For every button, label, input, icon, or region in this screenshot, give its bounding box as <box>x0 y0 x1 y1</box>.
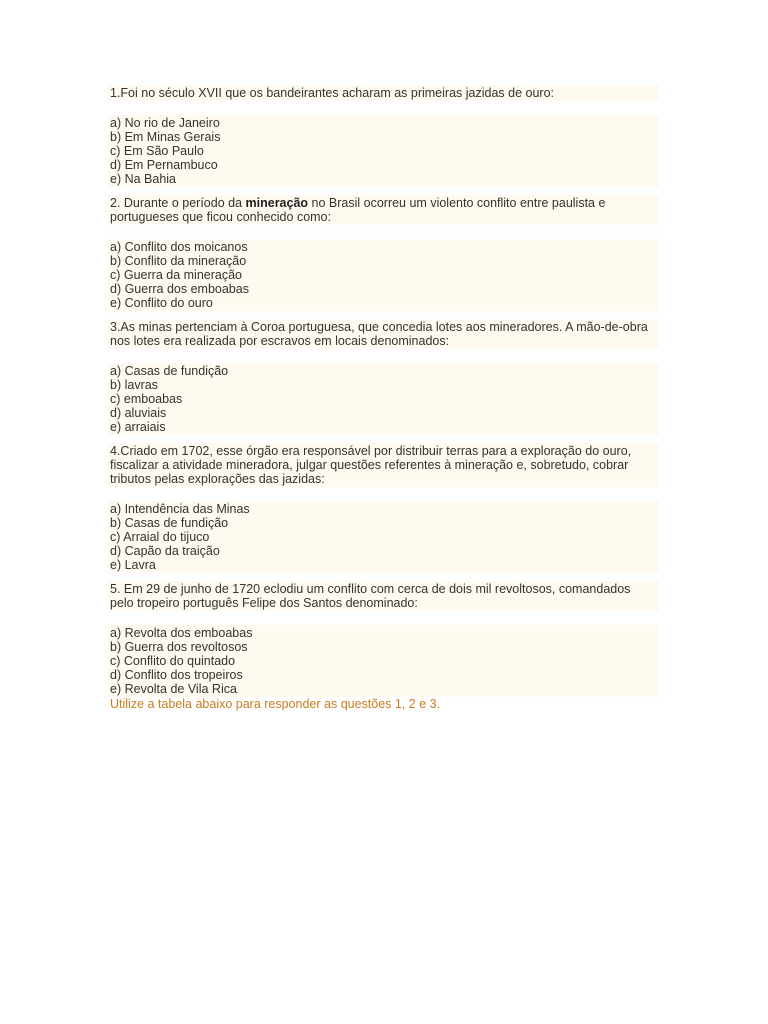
question-2-options <box>108 239 659 311</box>
option-c: c) emboabas <box>110 392 183 406</box>
option-b: b) Conflito da mineração <box>110 254 247 268</box>
option-c: c) Conflito do quintado <box>110 654 236 668</box>
table-instruction-note: Utilize a tabela abaixo para responder as questões 1, 2 e 3. <box>110 697 441 711</box>
option-d: d) Conflito dos tropeiros <box>110 668 243 682</box>
option-b: b) lavras <box>110 378 158 392</box>
question-2-text-end: no Brasil ocorreu um violento conflito entre paulista e portugueses que ficou conhecido como: <box>110 196 606 224</box>
option-e: e) Lavra <box>110 558 156 572</box>
question-4-text: 4.Criado em 1702, esse órgão era responsável por distribuir terras para a exploração do ouro, fiscalizar a atividade mineradora, julgar questões referentes à mineração e, sobretudo, cobrar tributos pelas explorações das jazidas: <box>110 444 632 486</box>
question-3-options <box>108 363 659 435</box>
option-c: c) Guerra da mineração <box>110 268 243 282</box>
option-a: a) Casas de fundição <box>110 364 229 378</box>
question-4-options <box>108 501 659 573</box>
option-a: a) Conflito dos moicanos <box>110 240 248 254</box>
question-3 <box>108 319 659 349</box>
question-4 <box>108 443 659 487</box>
option-b: b) Guerra dos revoltosos <box>110 640 248 654</box>
option-a: a) No rio de Janeiro <box>110 116 220 130</box>
question-3-text: 3.As minas pertenciam à Coroa portuguesa, que concedia lotes aos mineradores. A mão-de-obra nos lotes era realizada por escravos em locais denominados: <box>110 320 648 348</box>
option-b: b) Em Minas Gerais <box>110 130 221 144</box>
question-1 <box>108 85 659 101</box>
option-d: d) Em Pernambuco <box>110 158 218 172</box>
option-d: d) aluviais <box>110 406 167 420</box>
option-e: e) arraiais <box>110 420 166 434</box>
option-a: a) Intendência das Minas <box>110 502 250 516</box>
question-2-text-bold: mineração <box>245 196 309 210</box>
option-c: c) Em São Paulo <box>110 144 204 158</box>
question-sheet <box>108 85 659 711</box>
option-e: e) Conflito do ouro <box>110 296 213 310</box>
question-1-text: 1.Foi no século XVII que os bandeirantes acharam as primeiras jazidas de ouro: <box>110 86 554 100</box>
question-1-options <box>108 115 659 187</box>
question-2-text-start: 2. Durante o período da <box>110 196 246 210</box>
question-5 <box>108 581 659 611</box>
option-c: c) Arraial do tijuco <box>110 530 210 544</box>
option-e: e) Na Bahia <box>110 172 177 186</box>
option-a: a) Revolta dos emboabas <box>110 626 253 640</box>
question-5-options <box>108 625 659 697</box>
question-5-text: 5. Em 29 de junho de 1720 eclodiu um conflito com cerca de dois mil revoltosos, comandados pelo tropeiro português Felipe dos Santos denominado: <box>110 582 631 610</box>
question-2 <box>108 195 659 225</box>
option-d: d) Capão da traição <box>110 544 220 558</box>
option-e: e) Revolta de Vila Rica <box>110 682 237 696</box>
option-b: b) Casas de fundição <box>110 516 229 530</box>
question-2-text <box>110 196 605 224</box>
option-d: d) Guerra dos emboabas <box>110 282 249 296</box>
